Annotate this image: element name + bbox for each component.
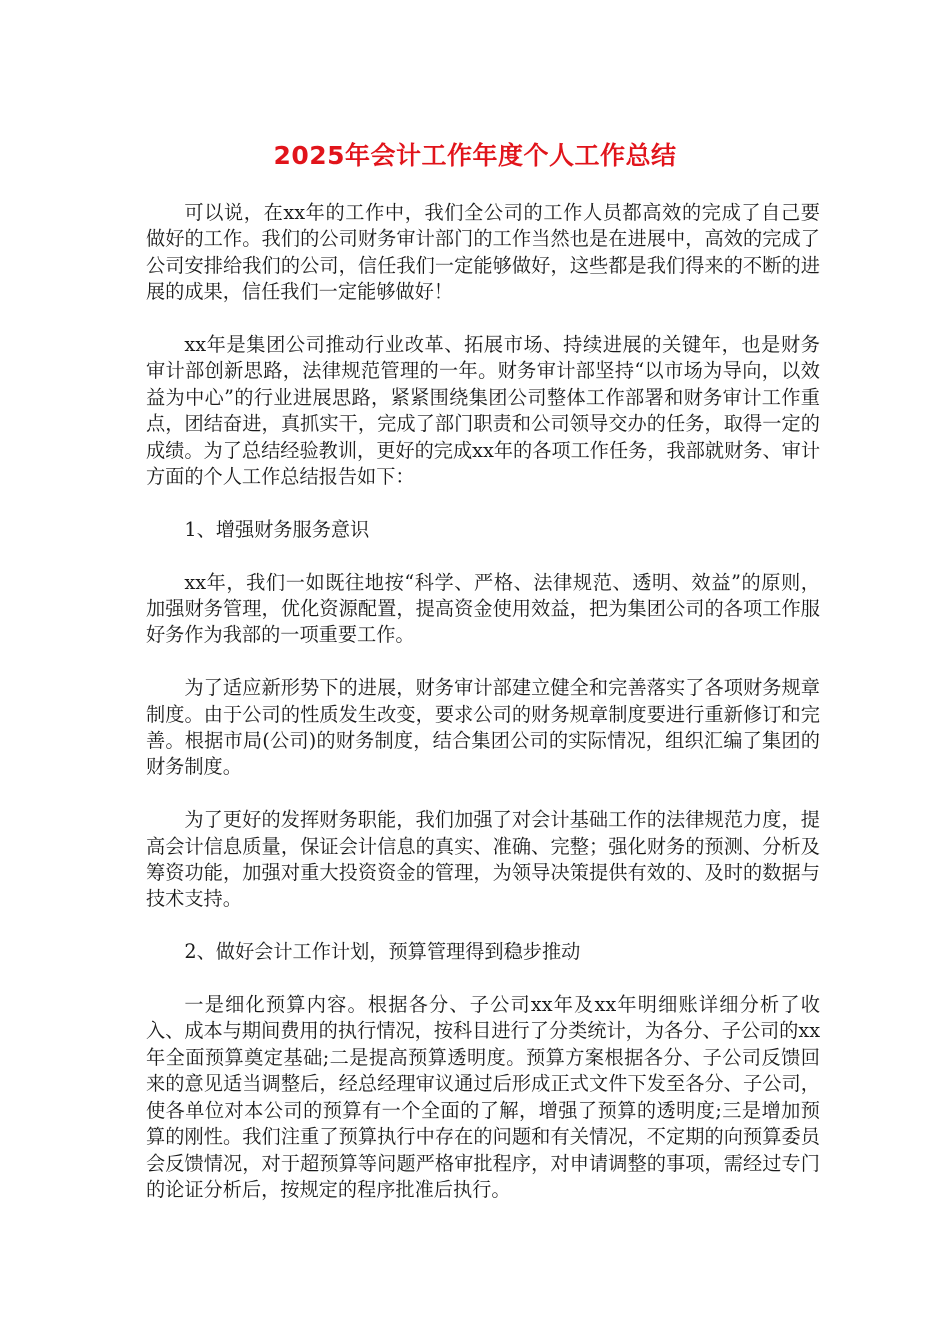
- paragraph-overview: xx年是集团公司推动行业改革、拓展市场、持续进展的关键年，也是财务审计部创新思路，法律规范管理的一年。财务审计部坚持“以市场为导向，以效益为中心”的行业进展思路，紧紧围绕集团公司整体工作部署和财务审计工作重点，团结奋进，真抓实干，完成了部门职责和公司领导交办的任务，取得一定的成绩。为了总结经验教训，更好的完成xx年的各项工作任务，我部就财务、审计方面的个人工作总结报告如下：: [146, 333, 821, 489]
- paragraph-intro: 可以说，在xx年的工作中，我们全公司的工作人员都高效的完成了自己要做好的工作。我们的公司财务审计部门的工作当然也是在进展中，高效的完成了公司安排给我们的公司，信任我们一定能够做好，这些都是我们得来的不断的进展的成果，信任我们一定能够做好！: [146, 201, 820, 304]
- document-body: [146, 200, 820, 1230]
- section-heading-2: 2、做好会计工作计划，预算管理得到稳步推动: [184, 940, 581, 964]
- paragraph-regulations: 为了适应新形势下的进展，财务审计部建立健全和完善落实了各项财务规章制度。由于公司的性质发生改变，要求公司的财务规章制度要进行重新修订和完善。根据市局(公司)的财务制度，结合集团公司的实际情况，组织汇编了集团的财务制度。: [146, 676, 820, 779]
- document-title: 2025年会计工作年度个人工作总结: [273, 141, 677, 170]
- paragraph-service-principle: xx年，我们一如既往地按“科学、严格、法律规范、透明、效益”的原则，加强财务管理，优化资源配置，提高资金使用效益，把为集团公司的各项工作服好务作为我部的一项重要工作。: [146, 570, 820, 647]
- paragraph-budget: 一是细化预算内容。根据各分、子公司xx年及xx年明细账详细分析了收入、成本与期间费用的执行情况，按科目进行了分类统计，为各分、子公司的xx年全面预算奠定基础;二是提高预算透明度。预算方案根据各分、子公司反馈回来的意见适当调整后，经总经理审议通过后形成正式文件下发至各分、子公司，使各单位对本公司的预算有一个全面的了解，增强了预算的透明度;三是增加预算的刚性。我们注重了预算执行中存在的问题和有关情况，不定期的向预算委员会反馈情况，对于超预算等问题严格审批程序，对申请调整的事项，需经过专门的论证分析后，按规定的程序批准后执行。: [146, 993, 821, 1201]
- section-heading-1: 1、增强财务服务意识: [184, 517, 370, 541]
- paragraph-financial-functions: 为了更好的发挥财务职能，我们加强了对会计基础工作的法律规范力度，提高会计信息质量，保证会计信息的真实、准确、完整；强化财务的预测、分析及筹资功能，加强对重大投资资金的管理，为领导决策提供有效的、及时的数据与技术支持。: [146, 808, 820, 911]
